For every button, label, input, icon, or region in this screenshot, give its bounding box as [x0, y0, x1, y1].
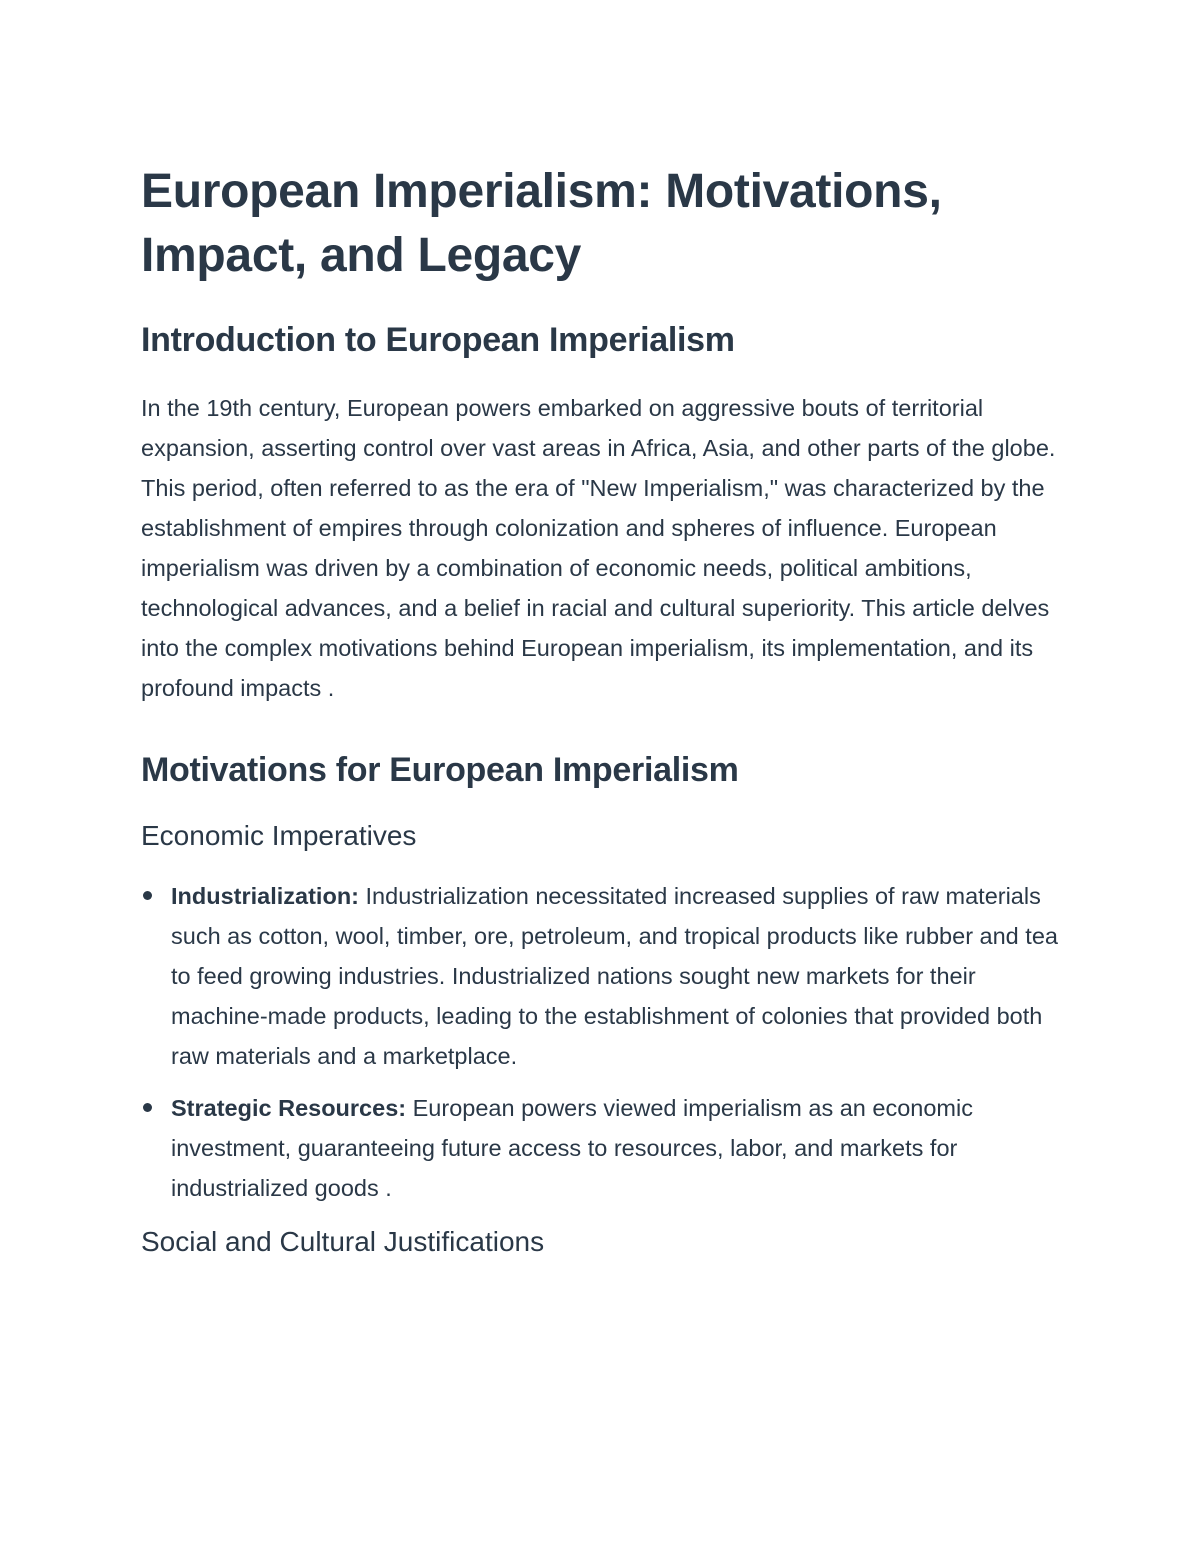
- section-heading-introduction: Introduction to European Imperialism: [141, 321, 735, 359]
- subsection-heading-economic: Economic Imperatives: [141, 820, 417, 851]
- bullet-text: Industrialization necessitated increased supplies of raw materials such as cotton, wool, timber, ore, petroleum, and tropical products like rubber and tea to feed growing industries. Industrialized nations sought new markets for their machine-made products, leading to the establishment of colonies that provided both raw materials and a marketplace.: [171, 883, 1058, 1069]
- bullet-dot-icon: [143, 891, 152, 900]
- introduction-paragraph: In the 19th century, European powers embarked on aggressive bouts of territorial expansion, asserting control over vast areas in Africa, Asia, and other parts of the globe. This period, often referred to as the era of "New Imperialism," was characterized by the establishment of empires through colonization and spheres of influence. European imperialism was driven by a combination of economic needs, political ambitions, technological advances, and a belief in racial and cultural superiority. This article delves into the complex motivations behind European imperialism, its implementation, and its profound impacts .: [141, 395, 1056, 701]
- bullet-text: European powers viewed imperialism as an economic investment, guaranteeing future access to resources, labor, and markets for industrialized goods .: [171, 1095, 973, 1201]
- document-title: European Imperialism: Motivations, Impact, and Legacy: [141, 165, 942, 282]
- economic-bullet-list: [141, 876, 1061, 1208]
- subsection-heading-social: Social and Cultural Justifications: [141, 1226, 545, 1257]
- section-heading-motivations: Motivations for European Imperialism: [141, 751, 739, 789]
- bullet-term: Industrialization:: [171, 883, 359, 909]
- list-item: [141, 876, 1061, 1076]
- document-page: [141, 160, 1061, 1260]
- bullet-term: Strategic Resources:: [171, 1095, 407, 1121]
- bullet-dot-icon: [143, 1103, 152, 1112]
- list-item: [141, 1088, 1061, 1208]
